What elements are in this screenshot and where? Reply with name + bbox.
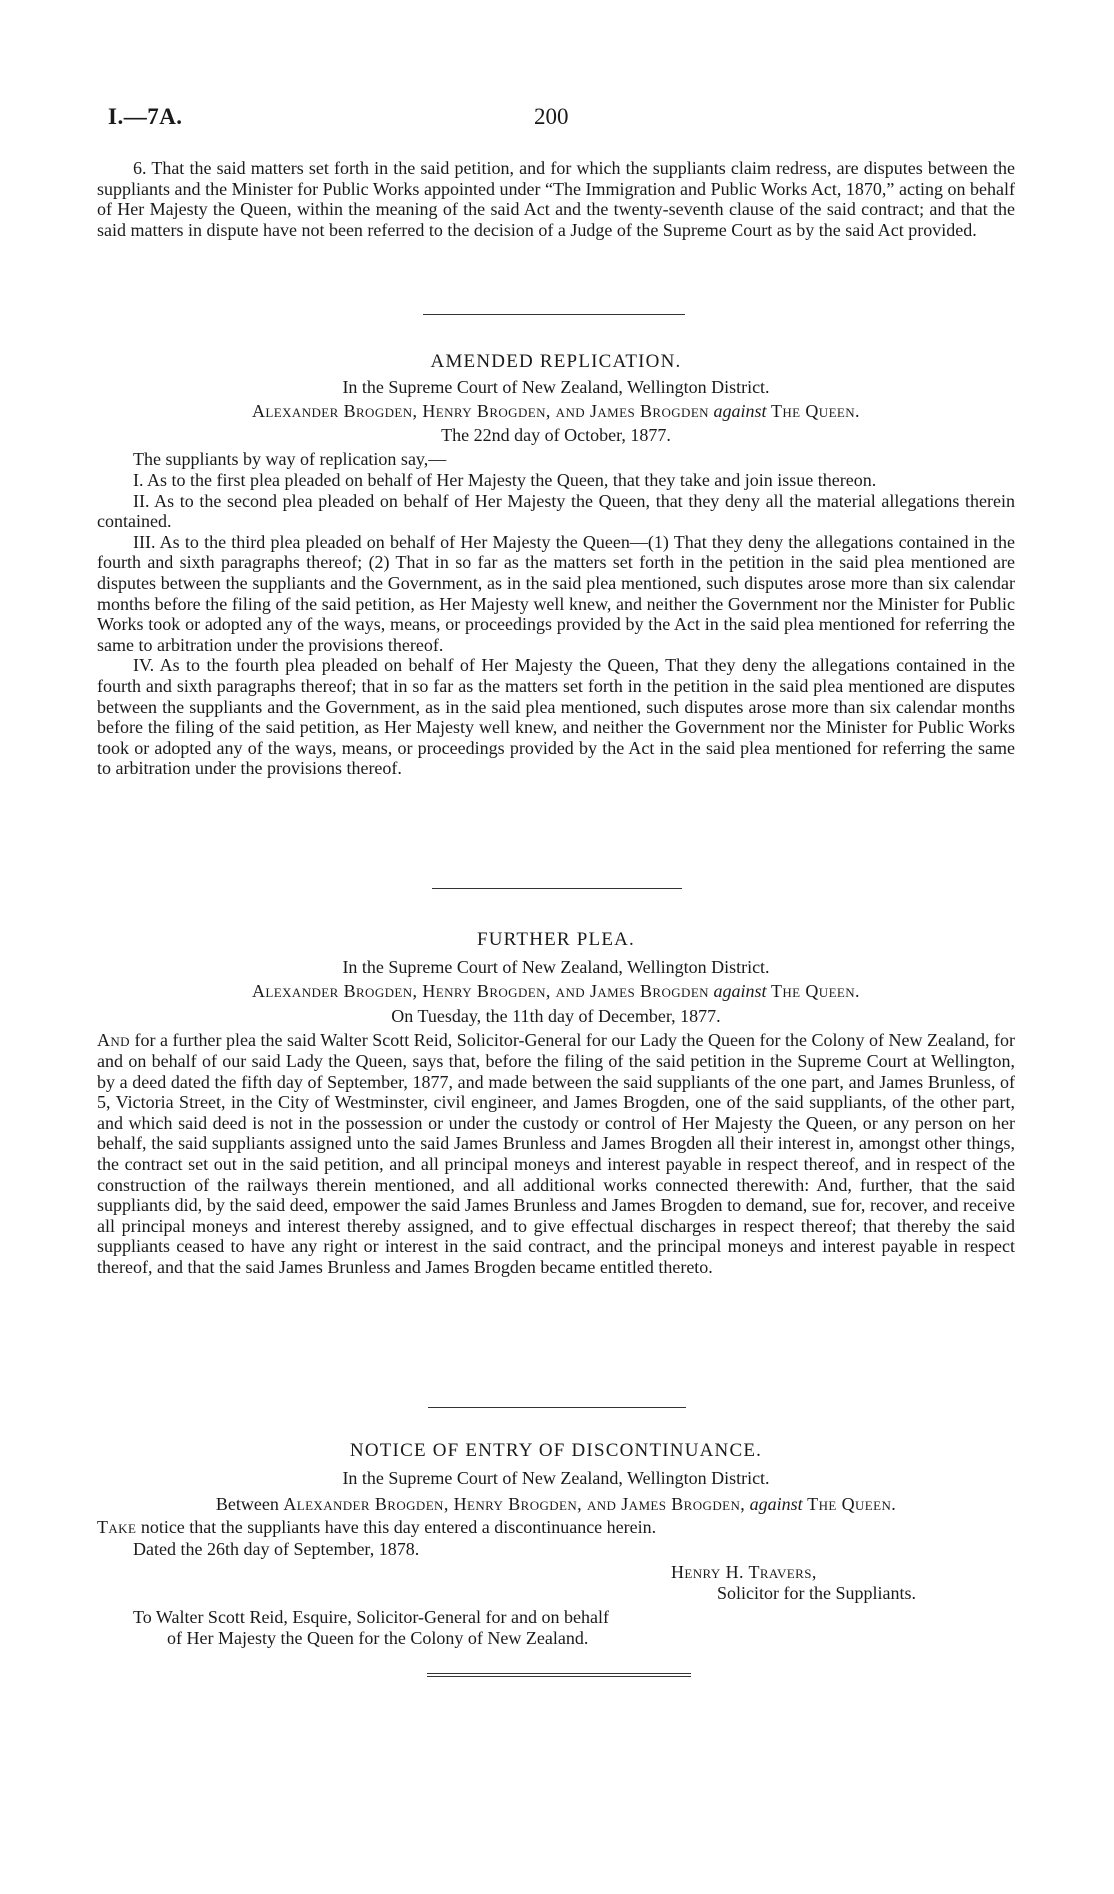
section-divider <box>428 1407 686 1408</box>
section-title: AMENDED REPLICATION. <box>430 351 682 372</box>
parties-queen: The Queen. <box>770 981 860 1002</box>
lead-word: And <box>97 1030 130 1051</box>
date-line: The 22nd day of October, 1877. <box>441 424 671 445</box>
court-line: In the Supreme Court of New Zealand, Wellington District. <box>342 376 770 397</box>
replication-paragraph-4: IV. As to the fourth plea pleaded on behalf of Her Majesty the Queen, That they deny the allegations contained in the fourth and sixth paragraphs thereof; that in so far as the matters set forth in the petition in the said plea mentioned are disputes between the suppliants and the Government, as in the said plea mentioned, such disputes arose more than six calendar months before the filing of the said petition, as Her Majesty well knew, and neither the Government nor the Minister for Public Works took or adopted any of the ways, means, or proceedings provided by the Act in the said plea mentioned for referring the same to arbitration under the provisions thereof. <box>97 655 1015 779</box>
replication-paragraph-2: II. As to the second plea pleaded on behalf of Her Majesty the Queen, that they deny all the material allegations therein contained. <box>97 490 1015 532</box>
parties-names: Alexander Brogden, Henry Brogden, and James Brogden <box>252 401 709 422</box>
parties-names: Alexander Brogden, Henry Brogden, and James Brogden <box>252 981 709 1002</box>
page-number: 200 <box>534 104 569 129</box>
section-title: NOTICE OF ENTRY OF DISCONTINUANCE. <box>349 1440 763 1461</box>
replication-paragraph-3: III. As to the third plea pleaded on behalf of Her Majesty the Queen—(1) That they deny the allegations contained in the fourth and sixth paragraphs thereof; (2) That in so far as the matters set forth in the petition in the said plea mentioned are disputes between the suppliants and the Government, as in the said plea mentioned, such disputes arose more than six calendar months before the filing of the said petition, as Her Majesty well knew, and neither the Government nor the Minister for Public Works took or adopted any of the ways, means, or proceedings provided by the Act in the said plea mentioned for referring the same to arbitration under the provisions thereof. <box>97 531 1015 655</box>
notice-text-rest: notice that the suppliants have this day entered a discontinuance herein. <box>140 1516 657 1537</box>
closing-double-rule-bottom <box>427 1676 691 1677</box>
amended-replication-section <box>97 352 1015 779</box>
parties-queen: The Queen. <box>770 401 860 422</box>
signer-role: Solicitor for the Suppliants. <box>717 1582 916 1603</box>
dated-line: Dated the 26th day of September, 1878. <box>133 1539 420 1560</box>
further-plea-section <box>97 930 1015 1278</box>
parties-line <box>97 401 1015 422</box>
replication-intro: The suppliants by way of replication say,— <box>133 449 447 470</box>
section-title: FURTHER PLEA. <box>476 929 636 950</box>
between-word: Between <box>215 1494 279 1515</box>
parties-line <box>97 981 1015 1002</box>
signer-name <box>97 1562 1015 1583</box>
closing-double-rule-top <box>427 1673 691 1674</box>
parties-against: against <box>749 1494 803 1515</box>
document-reference: I.—7A. <box>108 104 183 129</box>
parties-line <box>97 1494 1015 1515</box>
section-divider <box>423 314 685 315</box>
addressee-line-1: To Walter Scott Reid, Esquire, Solicitor-General for and on behalf <box>133 1607 609 1628</box>
signer-name-text: Henry H. Travers, <box>671 1561 817 1582</box>
take-word: Take <box>97 1516 137 1537</box>
court-line: In the Supreme Court of New Zealand, Wellington District. <box>342 1467 770 1488</box>
replication-paragraph-1: I. As to the first plea pleaded on behalf of Her Majesty the Queen, that they take and join issue thereon. <box>133 469 877 490</box>
notice-text <box>97 1517 1015 1538</box>
paragraph-6: 6. That the said matters set forth in the said petition, and for which the suppliants claim redress, are disputes between the suppliants and the Minister for Public Works appointed under “The Immigration and Public Works Act, 1870,” acting on behalf of Her Majesty the Queen, within the meaning of the said Act and the twenty-seventh clause of the said contract; and that the said matters in dispute have not been referred to the decision of a Judge of the Supreme Court as by the said Act provided. <box>97 158 1015 240</box>
parties-queen: The Queen. <box>807 1494 897 1515</box>
page-header <box>108 104 1008 138</box>
date-line: On Tuesday, the 11th day of December, 1877. <box>391 1005 721 1026</box>
addressee-line-2: of Her Majesty the Queen for the Colony of New Zealand. <box>167 1627 589 1648</box>
parties-against: against <box>713 401 767 422</box>
section-divider <box>432 888 682 889</box>
parties-against: against <box>713 981 767 1002</box>
court-line: In the Supreme Court of New Zealand, Wellington District. <box>342 956 770 977</box>
notice-section <box>97 1441 1015 1648</box>
parties-names: Alexander Brogden, Henry Brogden, and James Brogden, <box>283 1494 746 1515</box>
further-plea-text: for a further plea the said Walter Scott Reid, Solicitor-General for our Lady the Queen for the Colony of New Zealand, for and on behalf of our said Lady the Queen, says that, before the filing of the said petition in the Supreme Court at Wellington, by a deed dated the fifth day of September, 1877, and made between the said suppliants of the one part, and James Brunless, of 5, Victoria Street, in the City of Westminster, civil engineer, and James Brogden, one of the said suppliants, of the other part, and which said deed is not in the possession or under the custody or control of Her Majesty the Queen, or any person on her behalf, the said suppliants assigned unto the said James Brunless and James Brogden all their interest in, amongst other things, the contract set out in the said petition, and all principal moneys and interest payable in respect thereof, and in respect of the construction of the railways therein mentioned, and all additional works connected therewith: And, further, that the said suppliants did, by the said deed, empower the said James Brunless and James Brogden to demand, sue for, recover, and receive all principal moneys and interest thereby assigned, and to give effectual discharges in respect thereof; that thereby the said suppliants ceased to have any right or interest in the said contract, and the principal moneys and interest payable in respect thereof, and that the said James Brunless and James Brogden became entitled thereto. <box>97 1030 1016 1277</box>
further-plea-body <box>97 1030 1015 1277</box>
